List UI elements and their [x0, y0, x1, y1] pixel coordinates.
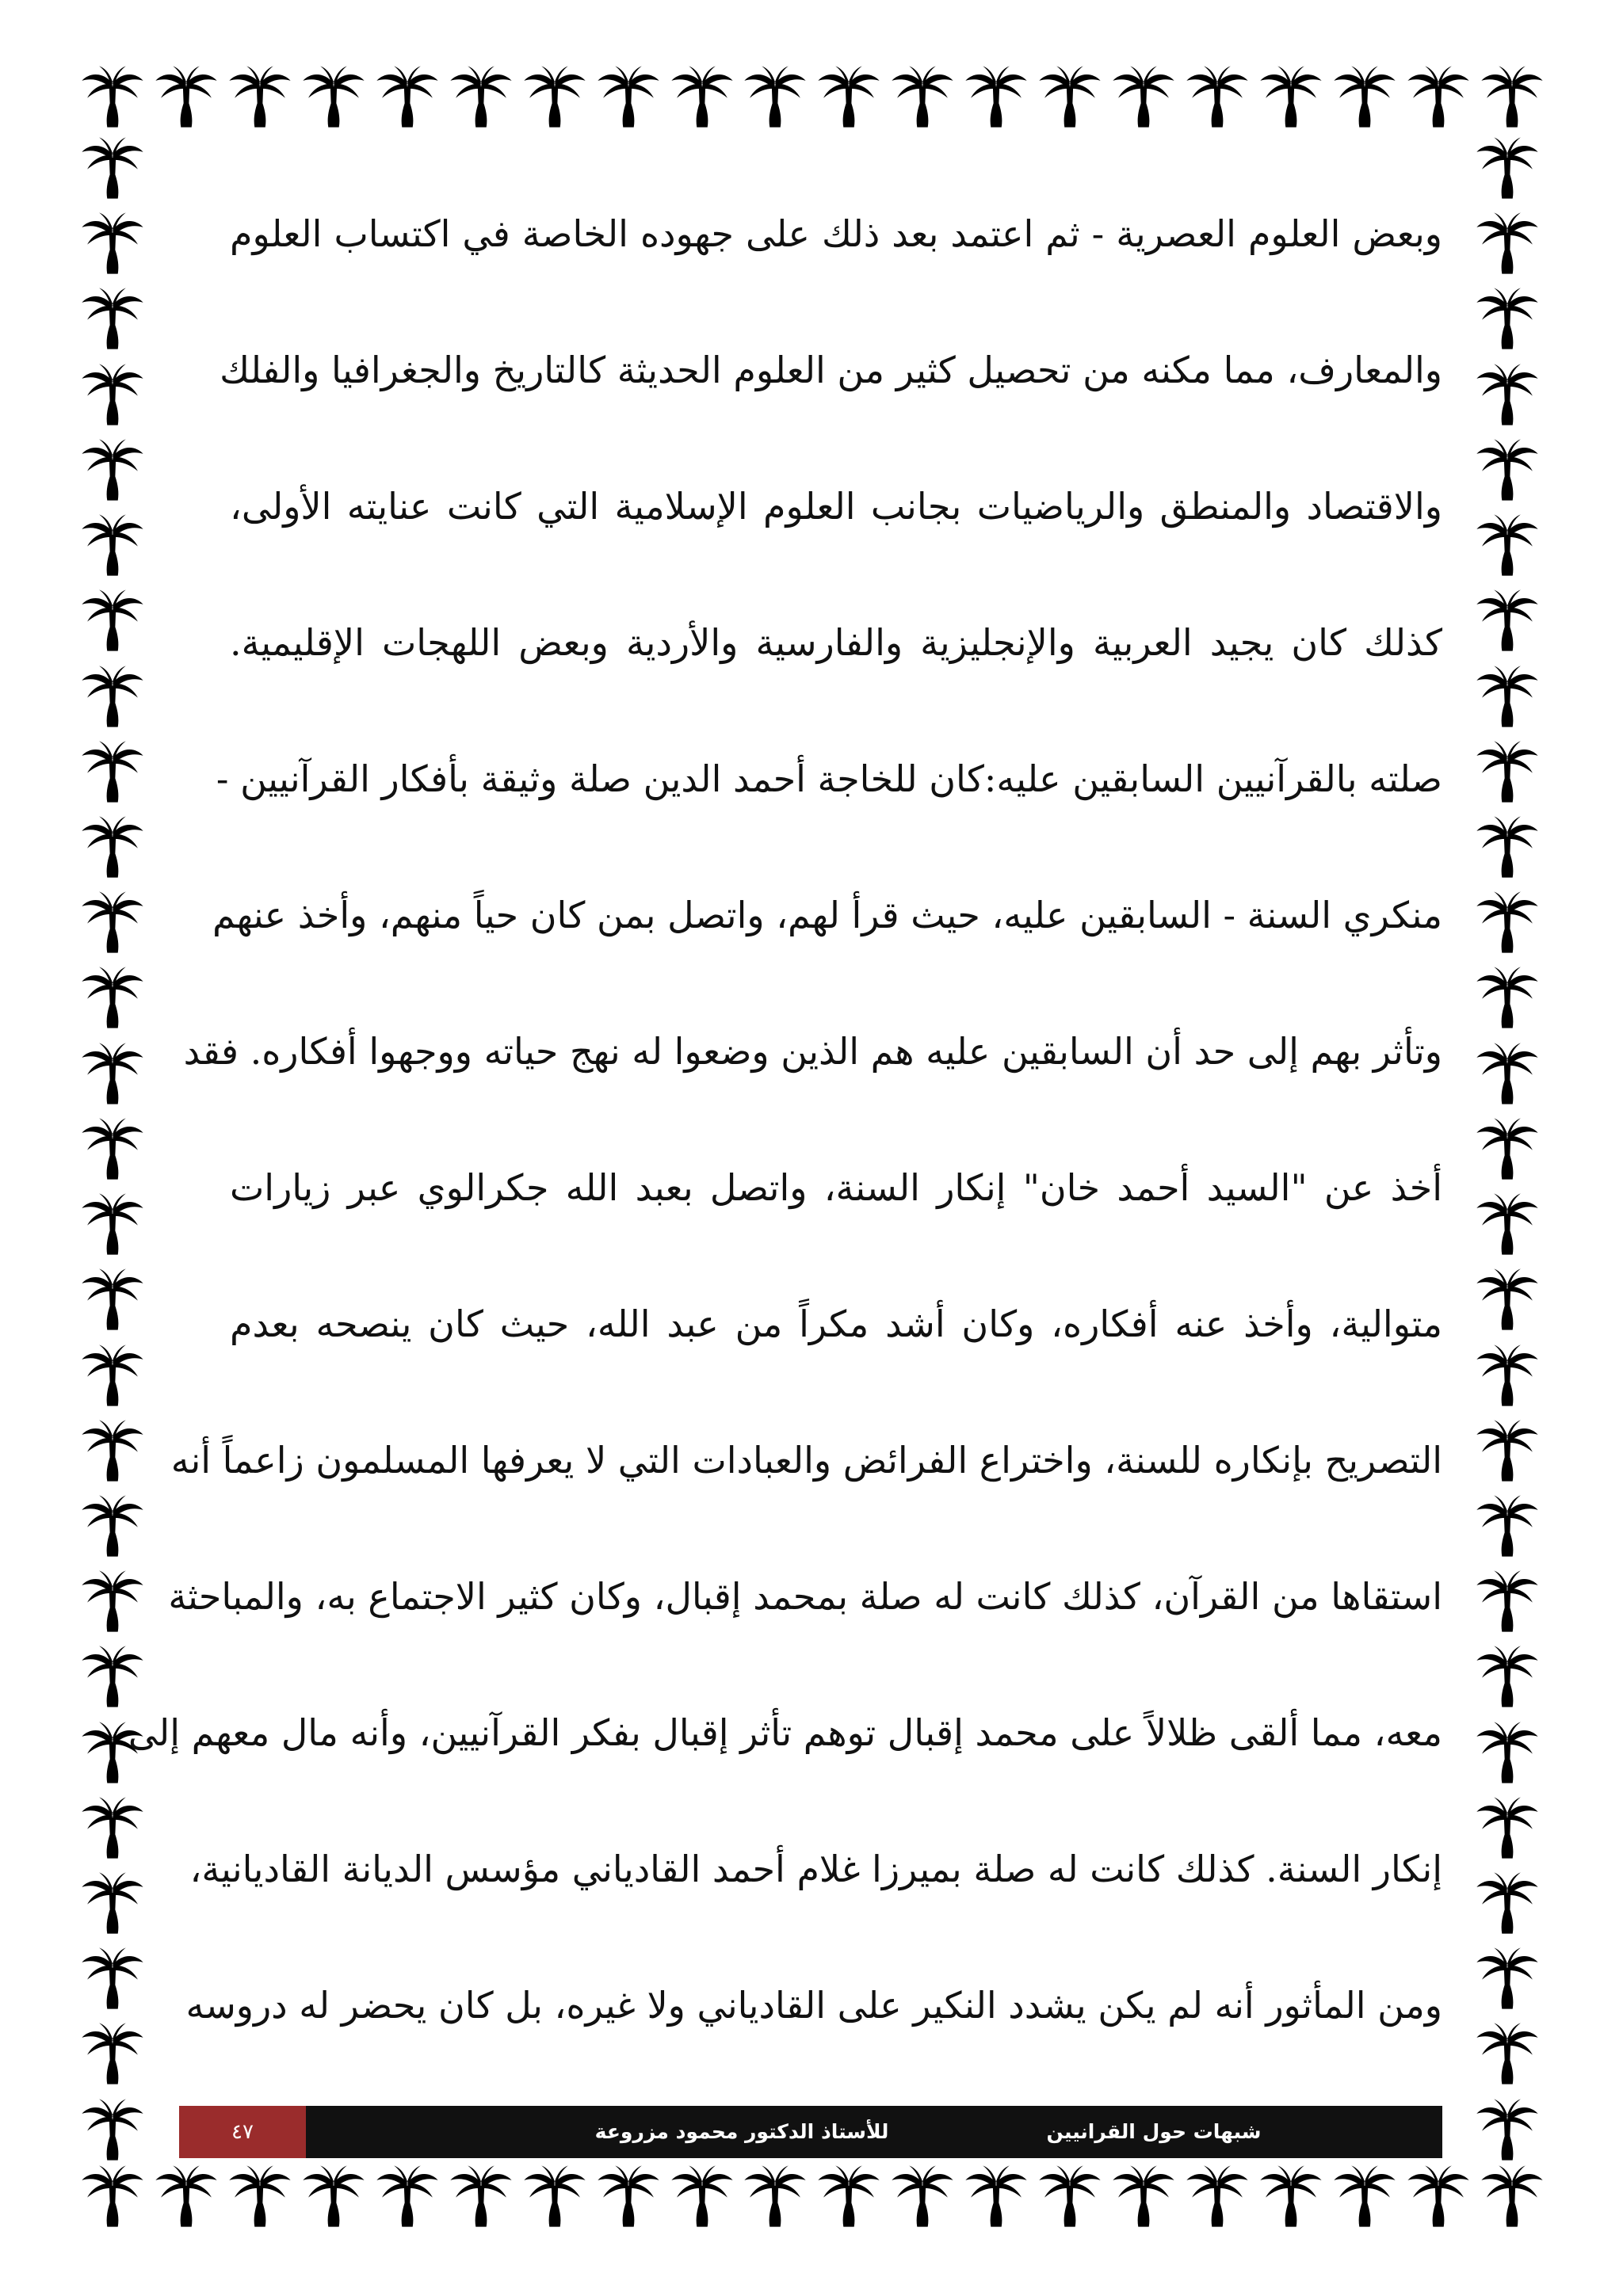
palm-border-top	[79, 63, 1545, 135]
palm-tree-icon	[79, 1794, 151, 1861]
palm-tree-icon	[153, 2163, 220, 2234]
palm-tree-icon	[79, 2020, 151, 2087]
palm-tree-icon	[448, 63, 514, 135]
palm-tree-icon	[521, 2163, 588, 2234]
palm-tree-icon	[79, 512, 151, 578]
text-line: ومن المأثور أنه لم يكن يشدد النكير على القادياني ولا غيره، بل كان يحضر له دروسه	[185, 1984, 1442, 2027]
palm-tree-icon	[1258, 63, 1324, 135]
palm-tree-icon	[79, 1040, 151, 1107]
palm-tree-icon	[1474, 135, 1545, 201]
palm-tree-icon	[1474, 1643, 1545, 1710]
palm-tree-icon	[374, 63, 441, 135]
palm-tree-icon	[1405, 2163, 1472, 2234]
palm-tree-icon	[742, 2163, 808, 2234]
palm-tree-icon	[79, 738, 151, 805]
palm-tree-icon	[1474, 1493, 1545, 1559]
palm-tree-icon	[153, 63, 220, 135]
palm-tree-icon	[79, 285, 151, 352]
palm-tree-icon	[1474, 738, 1545, 805]
palm-tree-icon	[79, 2163, 146, 2234]
palm-tree-icon	[1474, 1794, 1545, 1861]
palm-tree-icon	[79, 1417, 151, 1484]
palm-tree-icon	[79, 1342, 151, 1409]
palm-tree-icon	[1474, 361, 1545, 428]
palm-tree-icon	[1110, 63, 1177, 135]
palm-tree-icon	[227, 63, 293, 135]
palm-tree-icon	[79, 210, 151, 277]
palm-tree-icon	[1258, 2163, 1324, 2234]
palm-tree-icon	[1474, 210, 1545, 277]
text-line: صلته بالقرآنيين السابقين عليه:كان للخاجة أحمد الدين صلة وثيقة بأفكار القرآنيين -	[216, 757, 1442, 800]
palm-tree-icon	[521, 63, 588, 135]
palm-tree-icon	[963, 63, 1029, 135]
palm-tree-icon	[889, 63, 956, 135]
palm-tree-icon	[1474, 285, 1545, 352]
palm-border-bottom	[79, 2163, 1545, 2234]
palm-tree-icon	[79, 437, 151, 503]
palm-tree-icon	[595, 63, 662, 135]
palm-tree-icon	[1474, 663, 1545, 730]
palm-tree-icon	[669, 63, 735, 135]
palm-tree-icon	[963, 2163, 1029, 2234]
palm-tree-icon	[79, 1191, 151, 1257]
palm-tree-icon	[1474, 1266, 1545, 1333]
palm-tree-icon	[1474, 1417, 1545, 1484]
palm-tree-icon	[79, 663, 151, 730]
palm-tree-icon	[1474, 587, 1545, 654]
palm-tree-icon	[300, 2163, 367, 2234]
palm-tree-icon	[1474, 814, 1545, 880]
palm-tree-icon	[227, 2163, 293, 2234]
palm-tree-icon	[1474, 1116, 1545, 1182]
text-line: والاقتصاد والمنطق والرياضيات بجانب العلوم الإسلامية التي كانت عنايته الأولى،	[230, 485, 1442, 528]
palm-tree-icon	[669, 2163, 735, 2234]
footer-bar	[179, 2106, 1442, 2158]
palm-tree-icon	[1474, 889, 1545, 955]
page-number: ٤٧	[179, 2106, 306, 2158]
palm-tree-icon	[1474, 1719, 1545, 1786]
palm-tree-icon	[79, 1945, 151, 2012]
palm-tree-icon	[1405, 63, 1472, 135]
palm-tree-icon	[1474, 1342, 1545, 1409]
palm-tree-icon	[79, 135, 151, 201]
palm-tree-icon	[815, 2163, 882, 2234]
text-line: أخذ عن "السيد أحمد خان" إنكار السنة، واتصل بعبد الله جكرالوي عبر زيارات	[230, 1166, 1442, 1209]
palm-tree-icon	[1474, 1568, 1545, 1634]
palm-tree-icon	[79, 1870, 151, 1936]
palm-tree-icon	[1479, 63, 1545, 135]
palm-tree-icon	[79, 587, 151, 654]
palm-tree-icon	[742, 63, 808, 135]
palm-tree-icon	[595, 2163, 662, 2234]
palm-tree-icon	[1184, 63, 1251, 135]
text-line: والمعارف، مما مكنه من تحصيل كثير من العلوم الحديثة كالتاريخ والجغرافيا والفلك	[220, 349, 1442, 391]
palm-tree-icon	[1474, 1870, 1545, 1936]
palm-tree-icon	[79, 1266, 151, 1333]
palm-tree-icon	[815, 63, 882, 135]
palm-tree-icon	[1474, 512, 1545, 578]
text-line: استقاها من القرآن، كذلك كانت له صلة بمحمد إقبال، وكان كثير الاجتماع به، والمباحثة	[168, 1575, 1442, 1618]
palm-tree-icon	[889, 2163, 956, 2234]
text-line: إنكار السنة. كذلك كانت له صلة بميرزا غلام أحمد القادياني مؤسس الديانة القاديانية،	[189, 1848, 1442, 1890]
palm-tree-icon	[1474, 1040, 1545, 1107]
palm-tree-icon	[79, 1116, 151, 1182]
palm-tree-icon	[1474, 437, 1545, 503]
palm-tree-icon	[1184, 2163, 1251, 2234]
palm-tree-icon	[1474, 1945, 1545, 2012]
palm-tree-icon	[1474, 2096, 1545, 2163]
palm-tree-icon	[79, 1568, 151, 1634]
palm-tree-icon	[79, 814, 151, 880]
palm-tree-icon	[79, 361, 151, 428]
palm-tree-icon	[1331, 63, 1398, 135]
palm-tree-icon	[300, 63, 367, 135]
palm-tree-icon	[374, 2163, 441, 2234]
text-line: متوالية، وأخذ عنه أفكاره، وكان أشد مكراً من عبد الله، حيث كان ينصحه بعدم	[230, 1302, 1442, 1345]
palm-border-left	[79, 135, 151, 2163]
footer-author: للأستاذ الدكتور محمود مزروعة	[594, 2120, 889, 2143]
palm-tree-icon	[1474, 2020, 1545, 2087]
text-line: منكري السنة - السابقين عليه، حيث قرأ لهم، واتصل بمن كان حياً منهم، وأخذ عنهم	[212, 894, 1442, 936]
palm-tree-icon	[1474, 964, 1545, 1031]
palm-tree-icon	[448, 2163, 514, 2234]
palm-tree-icon	[1479, 2163, 1545, 2234]
palm-border-right	[1474, 135, 1545, 2163]
body-text	[128, 198, 1442, 2106]
palm-tree-icon	[79, 63, 146, 135]
text-line: معه، مما ألقى ظلالاً على محمد إقبال توهم تأثر إقبال بفكر القرآنيين، وأنه مال معهم إلى	[128, 1711, 1442, 1754]
palm-tree-icon	[1037, 2163, 1103, 2234]
palm-tree-icon	[1110, 2163, 1177, 2234]
text-line: التصريح بإنكاره للسنة، واختراع الفرائض والعبادات التي لا يعرفها المسلمون زاعماً أنه	[170, 1439, 1442, 1482]
text-line: وبعض العلوم العصرية - ثم اعتمد بعد ذلك على جهوده الخاصة في اكتساب العلوم	[230, 212, 1442, 255]
footer-book-title: شبهات حول القرانيين	[1046, 2120, 1262, 2143]
palm-tree-icon	[79, 1493, 151, 1559]
text-line: وتأثر بهم إلى حد أن السابقين عليه هم الذين وضعوا له نهج حياته ووجهوا أفكاره. فقد	[183, 1030, 1442, 1073]
palm-tree-icon	[79, 2096, 151, 2163]
palm-tree-icon	[79, 964, 151, 1031]
palm-tree-icon	[1331, 2163, 1398, 2234]
palm-tree-icon	[79, 889, 151, 955]
palm-tree-icon	[1474, 1191, 1545, 1257]
text-line: كذلك كان يجيد العربية والإنجليزية والفارسية والأردية وبعض اللهجات الإقليمية.	[230, 621, 1442, 664]
palm-tree-icon	[1037, 63, 1103, 135]
